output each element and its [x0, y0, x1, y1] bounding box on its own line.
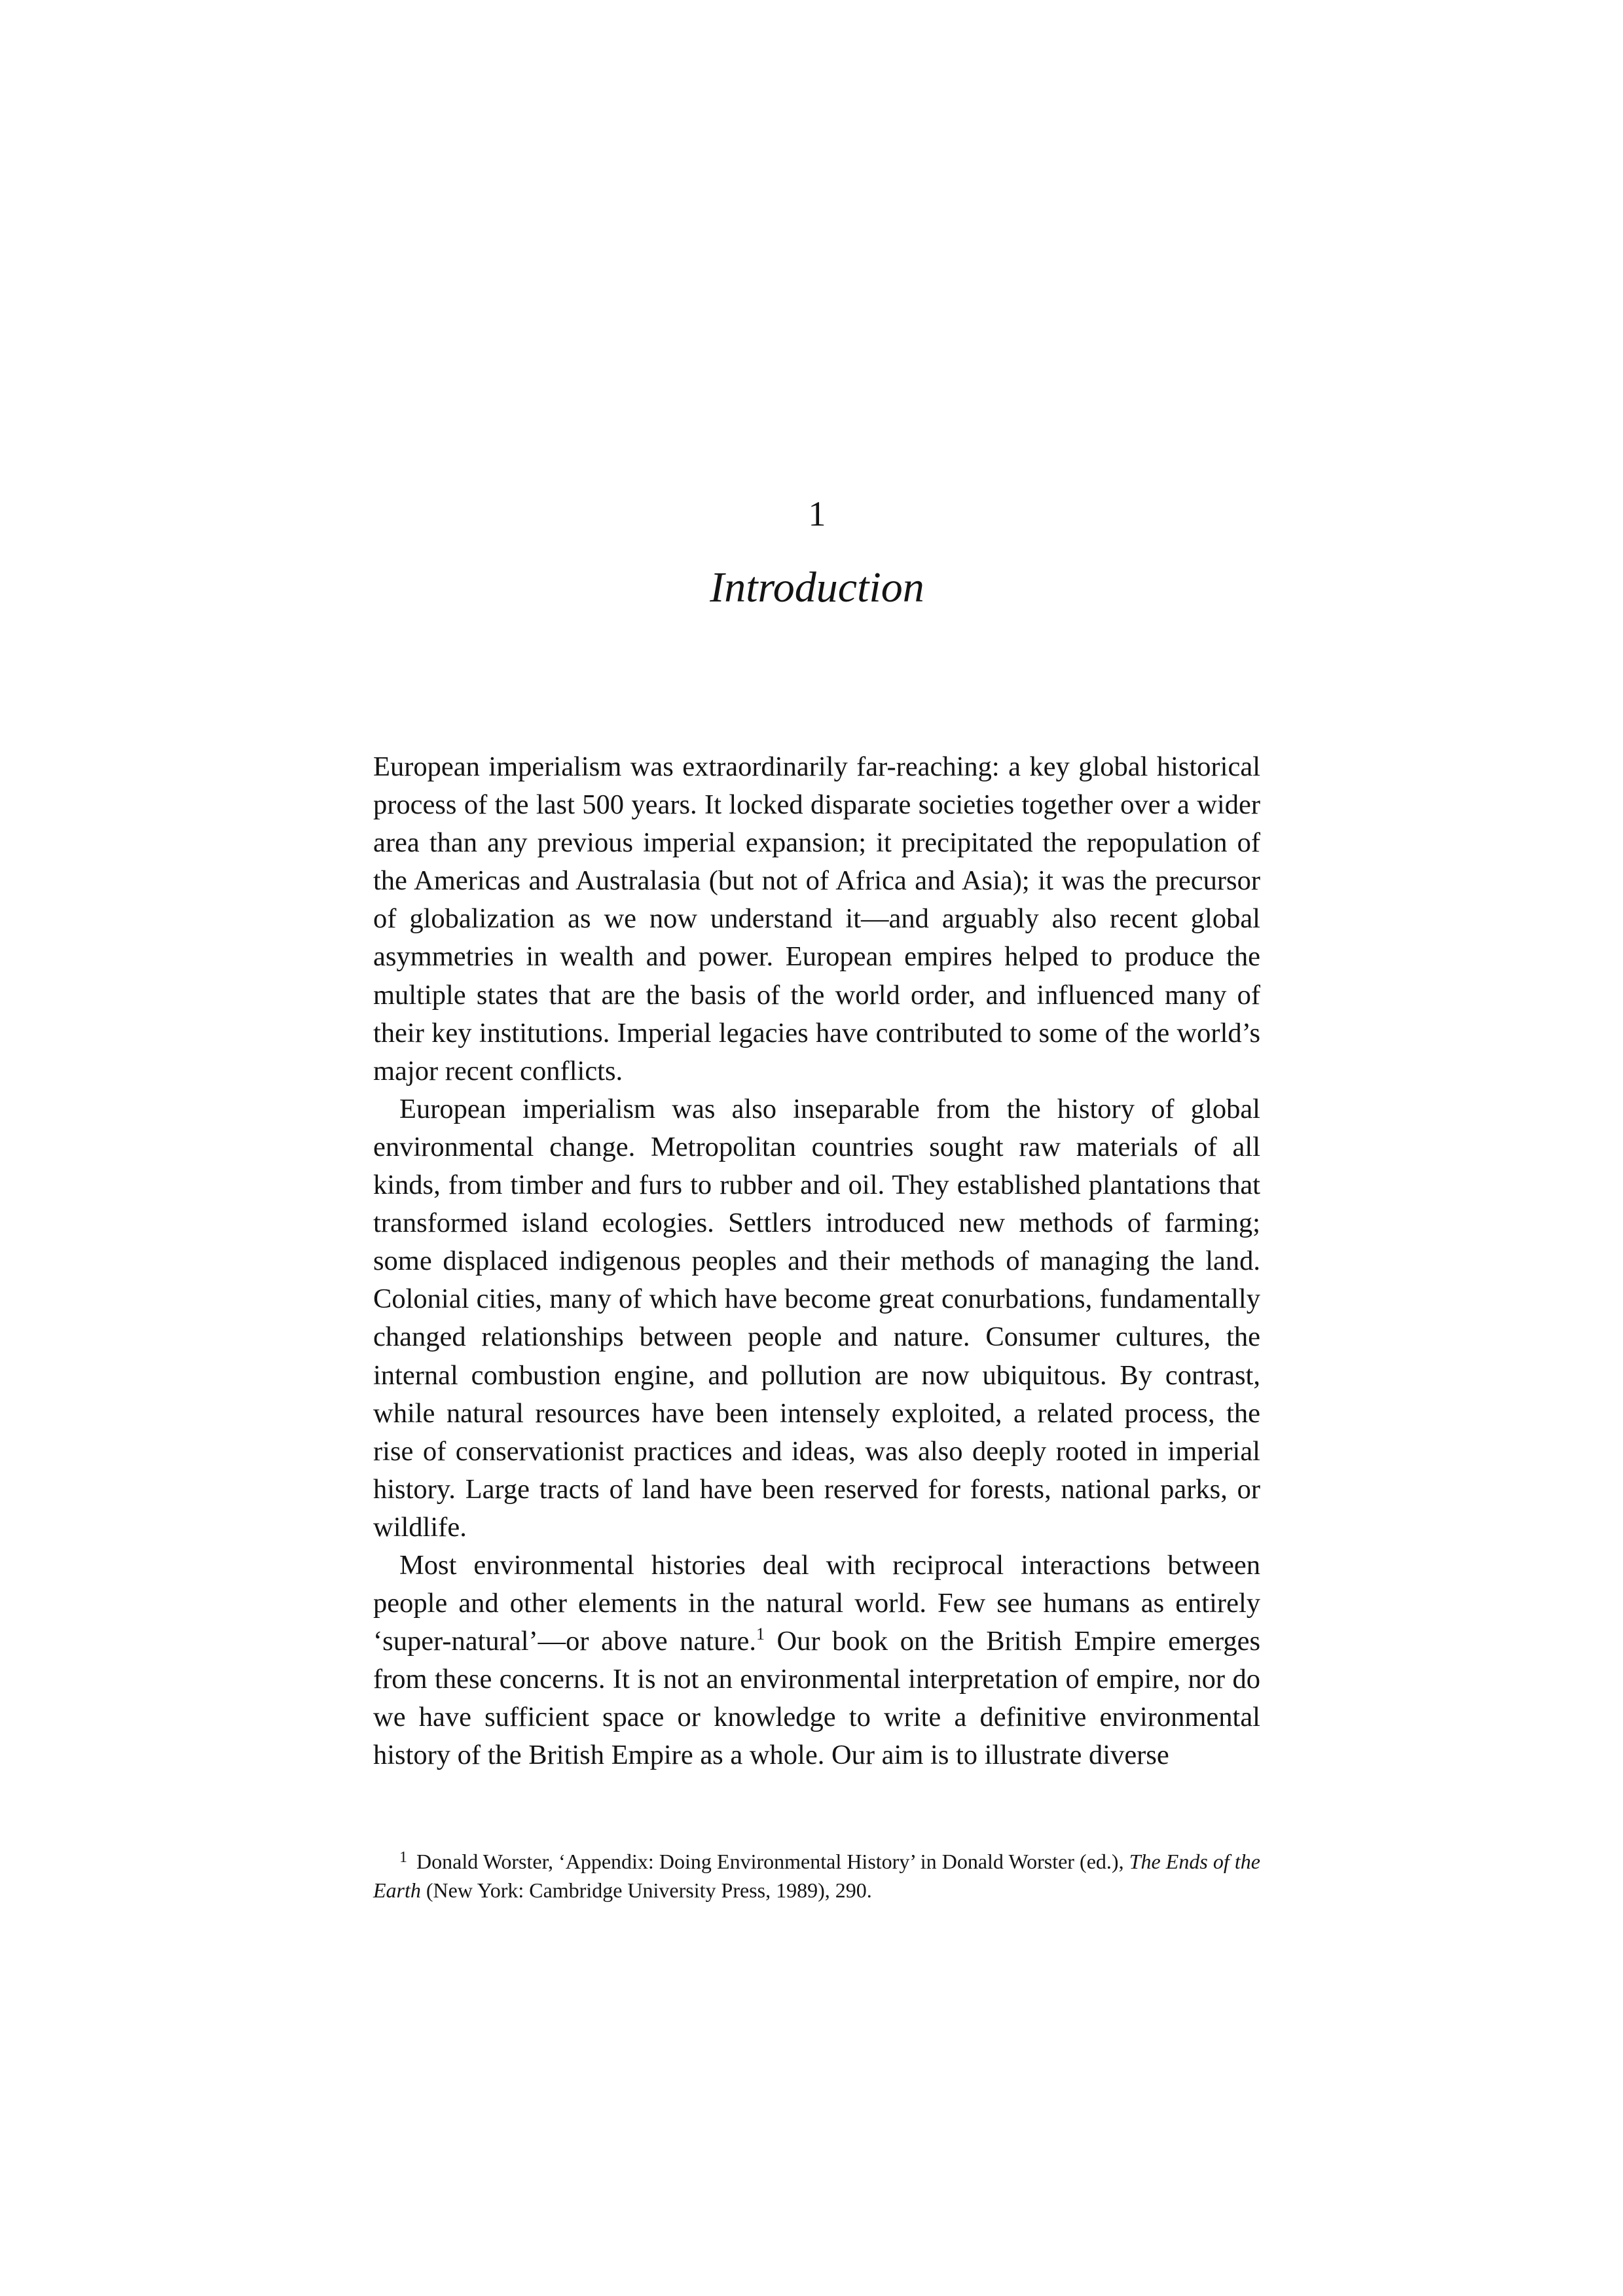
footnote-mark: 1	[399, 1849, 407, 1866]
paragraph-1	[373, 748, 1260, 1090]
footnote-book-title: The Ends of the Earth	[373, 1850, 1261, 1902]
footnote-text-after: (New York: Cambridge University Press, 1989), 290.	[420, 1878, 872, 1902]
paragraph-2	[373, 1090, 1260, 1547]
body-text	[373, 748, 1260, 1775]
paragraph-3	[373, 1547, 1260, 1775]
paragraph-3-text-before: Most environmental histories deal with reciprocal interactions between people and other elements in the natural world. Few see humans as entirely ‘super-natural’—or above nature.	[373, 1549, 1260, 1657]
paragraph-3-text-after: Our book on the British Empire emerges from these concerns. It is not an environmental interpretation of empire, nor do we have sufficient space or knowledge to write a definitive environmental history of the British Empire as a whole. Our aim is to illustrate diverse	[373, 1626, 1260, 1771]
footnote-reference: 1	[756, 1624, 765, 1644]
footnote-text-before: Donald Worster, ‘Appendix: Doing Environmental History’ in Donald Worster (ed.),	[416, 1850, 1129, 1873]
footnote-line	[373, 1847, 1260, 1905]
footnote	[373, 1847, 1260, 1905]
paragraph-1-text: European imperialism was extraordinarily far-reaching: a key global historical process of the last 500 years. It locked disparate societies together over a wider area than any previous imperial expansion; it precipitated the repopulation of the Americas and Australasia (but not of Africa and Asia); it was the precursor of globalization as we now understand it—and arguably also recent global asymmetries in wealth and power. European empires helped to produce the multiple states that are the basis of the world order, and influenced many of their key institutions. Imperial legacies have contributed to some of the world’s major recent conflicts.	[373, 751, 1260, 1086]
paragraph-2-text: European imperialism was also inseparable from the history of global environmental change. Metropolitan countries sought raw materials of all kinds, from timber and furs to rubber and oil. They established plantations that transformed island ecologies. Settlers introduced new methods of farming; some displaced indigenous peoples and their methods of managing the land. Colonial cities, many of which have become great conurbations, fundamentally changed relationships between people and nature. Consumer cultures, the internal combustion engine, and pollution are now ubiquitous. By contrast, while natural resources have been intensely exploited, a related process, the rise of conservationist practices and ideas, was also deeply rooted in imperial history. Large tracts of land have been reserved for forests, national parks, or wildlife.	[373, 1093, 1260, 1543]
chapter-title: Introduction	[710, 564, 924, 611]
chapter-number: 1	[808, 494, 826, 533]
